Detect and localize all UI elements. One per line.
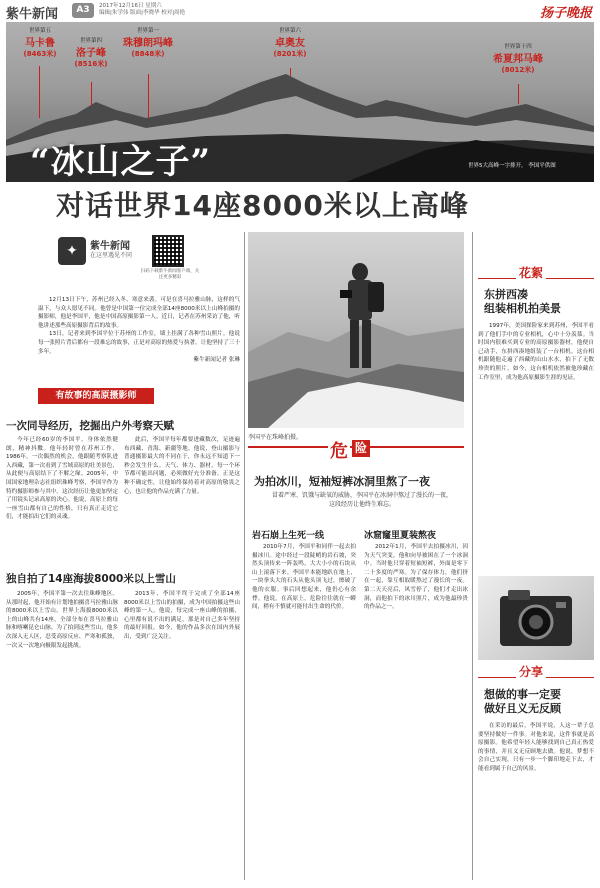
peak-name: 马卡鲁 [25, 38, 55, 49]
camera-photo [478, 576, 594, 660]
peak-altitude: (8201米) [273, 50, 307, 58]
peak-rank: 世界第十四 [504, 44, 532, 50]
photographer-photo [248, 232, 464, 428]
sidebar-title-2 [484, 688, 561, 716]
peak-altitude: (8012米) [501, 66, 535, 74]
photographer-image [248, 232, 464, 428]
headline-sub: 对话世界14座8000米以上高峰 [56, 189, 469, 222]
danger-col1 [252, 543, 356, 880]
app-logo-icon: ✦ [58, 237, 86, 265]
section-name: 紫牛新闻 [6, 7, 59, 22]
headline-main: “冰山之子” [30, 142, 212, 182]
peak-marker-line [518, 84, 519, 104]
promo-slogan: 在这里遇见不同 [90, 252, 133, 259]
danger-title: 为拍冰川，短袖短裤冰洞里熬了一夜 [254, 475, 430, 488]
promo-app-name: 紫牛新闻 [90, 241, 130, 252]
newspaper-logo: 扬子晚报 [539, 6, 592, 21]
photo-caption: 李国平在珠峰拍摄。 [248, 434, 303, 441]
section2-col2 [124, 590, 240, 880]
section2-title: 独自拍了14座海拔8000米以上雪山 [6, 573, 176, 585]
peak-label-shishapangma [488, 42, 548, 75]
sidebar-title-1-line2: 组装相机拍美景 [484, 302, 561, 315]
section2-col1 [6, 590, 118, 880]
banner-caption: 世界5大高峰一字排开。 李国平供图 [468, 163, 556, 169]
peak-rank: 世界第一 [136, 28, 159, 34]
section1-col1 [6, 436, 118, 564]
section1-col2-text: 此后，李国平每年都要进藏数次，足迹遍布西藏、青海、新疆等地。他说，登山摄影与普通摄影最大的不同在于，你永远不知道下一秒会发生什么。天气、体力、器材，每一个环节都可能出问题，必须做好充分准备。正是这种不确定性，让他始终保持着对高原的敬畏之心，也让他的作品充满了力量。 [124, 437, 240, 495]
section1-title: 一次同导经历，挖掘出户外考察天赋 [6, 420, 174, 432]
intro-text [38, 296, 240, 382]
sidebar-title-1 [484, 288, 561, 316]
danger-col2 [364, 543, 468, 880]
peak-altitude: (8848米) [131, 50, 165, 58]
peak-marker-line [91, 82, 92, 106]
section2-col1-text: 2005年，李国平第一次去往珠峰地区。从那时起，他开始有计划地拍摄喜马拉雅山脉的8000米以上雪山。世界上海拔8000米以上的山峰共有14座，全部分布在喜马拉雅山脉和喀喇昆仑山脉。为了拍到这些雪山，他多次深入无人区，忍受高原反应、严寒和孤独，一次又一次地向极限发起挑战。 [6, 591, 118, 649]
sidebar-text-2 [478, 722, 594, 880]
danger-col1-text: 2010年7月，李国平和同伴一起去拍摄冰川。途中经过一段陡峭的岩石坡，突然头顶传来一阵轰鸣，大大小小的石块从山上滚落下来。李国平本能地趴在地上，一块拳头大的石头从他头顶飞过，擦破了他的衣服。事后回想起来，他仍心有余悸。他说，在高原上，危险往往就在一瞬间，稍有不慎就可能付出生命的代价。 [252, 544, 356, 611]
peak-altitude: (8463米) [23, 50, 57, 58]
peak-rank: 世界第五 [28, 28, 51, 34]
section1-col1-text: 今年已经60岁的李国平，身体依然健朗，精神抖擞。他年轻时曾在苏州工作，1986年，一次偶然的机会，他跟随考察队进入西藏，第一次看到了雪域高原的壮美景色，从此便与高原结下了不解之缘。2005年，中国国家地理杂志社组织珠峰考察，李国平作为特约摄影师参与其中。这次经历让他更加坚定了用镜头记录高原的决心。他说，高原上的每一座雪山都有自己的性格，只有真正走近它们，才能拍出它们的灵魂。 [6, 437, 118, 521]
peak-marker-line [290, 68, 291, 76]
peak-name: 希夏邦马峰 [493, 54, 543, 65]
peak-marker-line [148, 74, 149, 118]
peak-name: 卓奥友 [275, 38, 305, 49]
header-date: 2017年12月16日 星期六 [99, 3, 162, 9]
sidebar-tag-fenxiang: 分享 [516, 663, 546, 680]
qr-code-icon [152, 235, 184, 267]
app-promo [58, 235, 200, 287]
sidebar-text-2-body: 在采访的最后，李国平说，人这一辈子总要坚持做好一件事。对他来说，这件事就是高原摄影。他希望年轻人能够找到自己真正热爱的事情，并且义无反顾地去做。他说，梦想不会自己实现，只有一步一个脚印地走下去，才能看到属于自己的风景。 [478, 723, 594, 772]
peak-label-makalu [16, 26, 64, 59]
danger-lead: 冒着严寒、饥饿与缺氧的威胁，李国平在冰洞中熬过了漫长的一夜，这段经历让他终生难忘。 [272, 492, 453, 508]
header-meta [99, 3, 185, 17]
sidebar-text-1 [478, 322, 594, 572]
peak-label-cho-oyu [265, 26, 315, 59]
danger-col1-title: 岩石崩上生死一线 [252, 531, 325, 541]
column-divider [472, 232, 473, 880]
section1-col2 [124, 436, 240, 564]
peak-label-lhotse [66, 36, 116, 69]
promo-note: 扫码下载紫牛新闻客户端，关注更多精彩 [140, 269, 200, 280]
sidebar-title-2-line1: 想做的事一定要 [484, 688, 561, 701]
sidebar-title-2-line2: 做好且义无反顾 [484, 702, 561, 715]
peak-rank: 世界第六 [278, 28, 301, 34]
old-camera-image [478, 576, 594, 660]
page-header [0, 0, 600, 22]
intro-byline: 紫牛新闻记者 张琳 [193, 357, 240, 364]
sidebar-text-1-body: 1997年，美国探险家来到苏州，李国平看到了他们手中的专业相机，心中十分羡慕。当时国内很难买到专业的高原摄影器材，他便自己动手，东拼西凑地组装了一台相机。这台相机跟随他走遍了西藏的山山水水，拍下了无数珍贵的照片。如今，这台相机依然被他珍藏在工作室里，成为他高原摄影生涯的见证。 [478, 323, 594, 381]
peak-name: 珠穆朗玛峰 [123, 38, 173, 49]
danger-tag-char: 危 [328, 437, 350, 463]
peak-label-everest [118, 26, 178, 59]
section-tag: 有故事的高原摄影师 [38, 388, 154, 404]
danger-col2-title: 冰窟窿里夏装熬夜 [364, 531, 437, 541]
page-number: A3 [72, 3, 94, 18]
section2-col2-text: 2013年，李国平终于完成了全部14座8000米以上雪山的拍摄，成为中国拍摄这些山峰的第一人。他说，每完成一座山峰的拍摄，心里都有说不出的满足，那是对自己多年坚持的最好回报。如今，他的作品多次在国内外展出，受到广泛关注。 [124, 591, 240, 640]
peak-marker-line [39, 66, 40, 118]
danger-tag-box: 险 [352, 440, 370, 457]
danger-col2-text: 2012年1月，李国平去拍摄冰川，因为天气突变，他和向导被困在了一个冰洞中。当时他只穿着短袖短裤，外面是零下二十多度的严寒。为了保存体力，他们挤在一起，靠互相取暖熬过了漫长的一夜。第二天天亮后，风雪停了，他们才走出冰洞，而他拍下的冰川照片，成为他最珍贵的作品之一。 [364, 544, 468, 611]
sidebar-tag-huaxu: 花絮 [516, 264, 546, 281]
peak-rank: 世界第四 [79, 38, 102, 44]
peak-altitude: (8516米) [74, 60, 108, 68]
intro-paragraph: 13日，记者来到李国平位于苏州的工作室，墙上挂满了各种雪山照片。他说每一张照片背后都有一段难忘的故事，正是对高原的热爱与执著，让他坚持了三十多年。 [38, 331, 240, 355]
sidebar-title-1-line1: 东拼西凑 [484, 288, 528, 301]
intro-paragraph: 12月13日下午，苏州已经入冬、寒意来袭。可是在喜马拉雅山脉，这样的气温下，与众人愿见不同。他曾是中国第一位完成全部14座8000米以上山峰拍摄的摄影师，他是李国平，他是中国高原摄影第一人。近日，记者在苏州采访了他，听他讲述那些高原摄影背后的故事。 [38, 297, 240, 329]
peak-name: 洛子峰 [76, 48, 106, 59]
column-divider [244, 232, 245, 880]
header-editors: 编辑|朱学伟 版面|李晓华 校对|周艳 [99, 10, 186, 16]
